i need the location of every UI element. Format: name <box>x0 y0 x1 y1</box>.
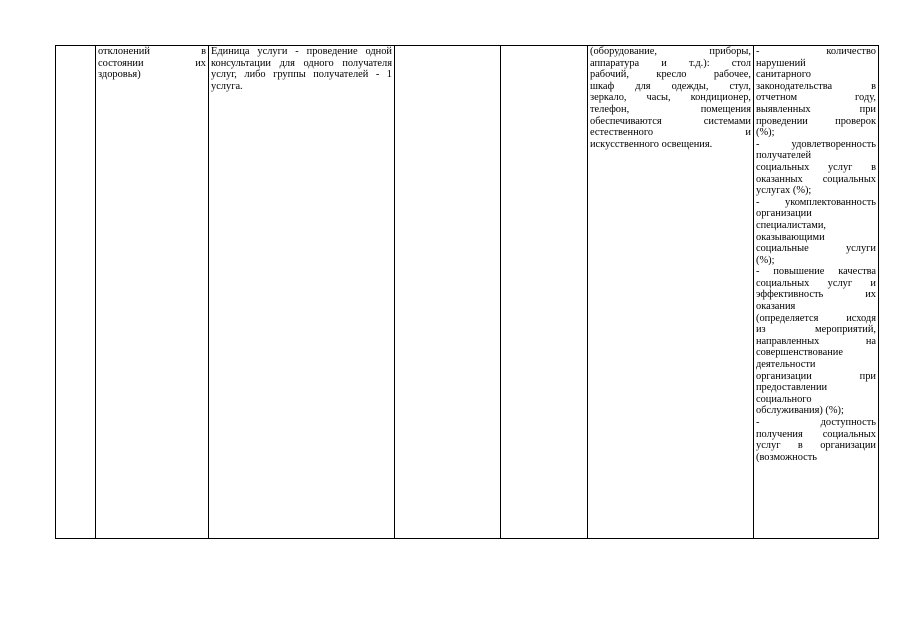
text-line: совершенствование <box>756 347 843 359</box>
text-line: зеркало, часы, кондиционер, <box>590 92 751 104</box>
text-line: специалистами, <box>756 219 826 231</box>
text-line: (оборудование, приборы, <box>590 46 751 57</box>
cell-equipment <box>588 46 754 539</box>
document-table <box>55 45 879 539</box>
indicator-paragraph <box>756 139 876 197</box>
text-line: естественного и <box>590 127 751 139</box>
text-line: (%); <box>756 254 775 266</box>
text-line: - удовлетворенность <box>756 138 876 150</box>
text-line: отчетном году, <box>756 92 876 104</box>
cell-number <box>56 46 96 539</box>
text-line: телефон, помещения <box>590 103 751 115</box>
indicator-paragraph <box>756 197 876 267</box>
indicator-paragraph <box>756 46 876 139</box>
text-line: эффективность их <box>756 289 876 301</box>
text-line: направленных на <box>756 335 876 347</box>
indicator-paragraph <box>756 417 876 463</box>
text-line: обслуживания) (%); <box>756 405 844 417</box>
text-line: из мероприятий, <box>756 324 876 336</box>
text-line: нарушений <box>756 57 806 69</box>
text-line: услуг в организации <box>756 440 876 452</box>
text-line: шкаф для одежды, стул, <box>590 80 751 92</box>
text-line: обеспечиваются системами <box>590 115 751 127</box>
text-line: здоровья) <box>98 69 141 81</box>
text-line: выявленных при <box>756 103 876 115</box>
text-line: (%); <box>756 127 775 139</box>
text-line: услугах (%); <box>756 185 812 197</box>
cell-empty-4 <box>395 46 501 539</box>
text-line: отклонений в <box>98 46 206 57</box>
cell-quality-indicators <box>754 46 879 539</box>
text-line: аппаратура и т.д.): стол <box>590 57 751 69</box>
text-line: оказывающими <box>756 231 825 243</box>
text-line: (определяется исходя <box>756 312 876 324</box>
table-row <box>56 46 879 539</box>
text-line: рабочий, кресло рабочее, <box>590 69 751 81</box>
text-line: - повышение качества <box>756 266 876 278</box>
text-line: социального <box>756 393 812 405</box>
text-line: - укомплектованность <box>756 196 876 208</box>
text-line: организации <box>756 208 812 220</box>
cell-service-unit: Единица услуги - проведение одной консультации для одного получателя услуг, либо группы получателей - 1 услуга. <box>209 46 395 539</box>
text-line: законодательства в <box>756 80 876 92</box>
text-line: организации при <box>756 370 876 382</box>
text-line: - доступность <box>756 417 876 428</box>
text-line: (возможность <box>756 451 818 463</box>
text-line: проведении проверок <box>756 115 876 127</box>
text-line: деятельности <box>756 359 816 371</box>
text-line: санитарного <box>756 69 811 81</box>
cell-empty-5 <box>501 46 588 539</box>
text-line: социальные услуги <box>756 243 876 255</box>
text-line: получения социальных <box>756 428 876 440</box>
text-line: оказания <box>756 301 796 313</box>
text-line: получателей <box>756 150 812 162</box>
cell-service-recipients <box>96 46 209 539</box>
text-line: социальных услуг в <box>756 161 876 173</box>
text-line: предоставлении <box>756 382 828 394</box>
text-line: состоянии их <box>98 57 206 69</box>
indicator-paragraph <box>756 266 876 417</box>
text-line: искусственного освещения. <box>590 138 713 150</box>
text-line: - количество <box>756 46 876 57</box>
text-line: оказанных социальных <box>756 173 876 185</box>
text-line: социальных услуг и <box>756 277 876 289</box>
